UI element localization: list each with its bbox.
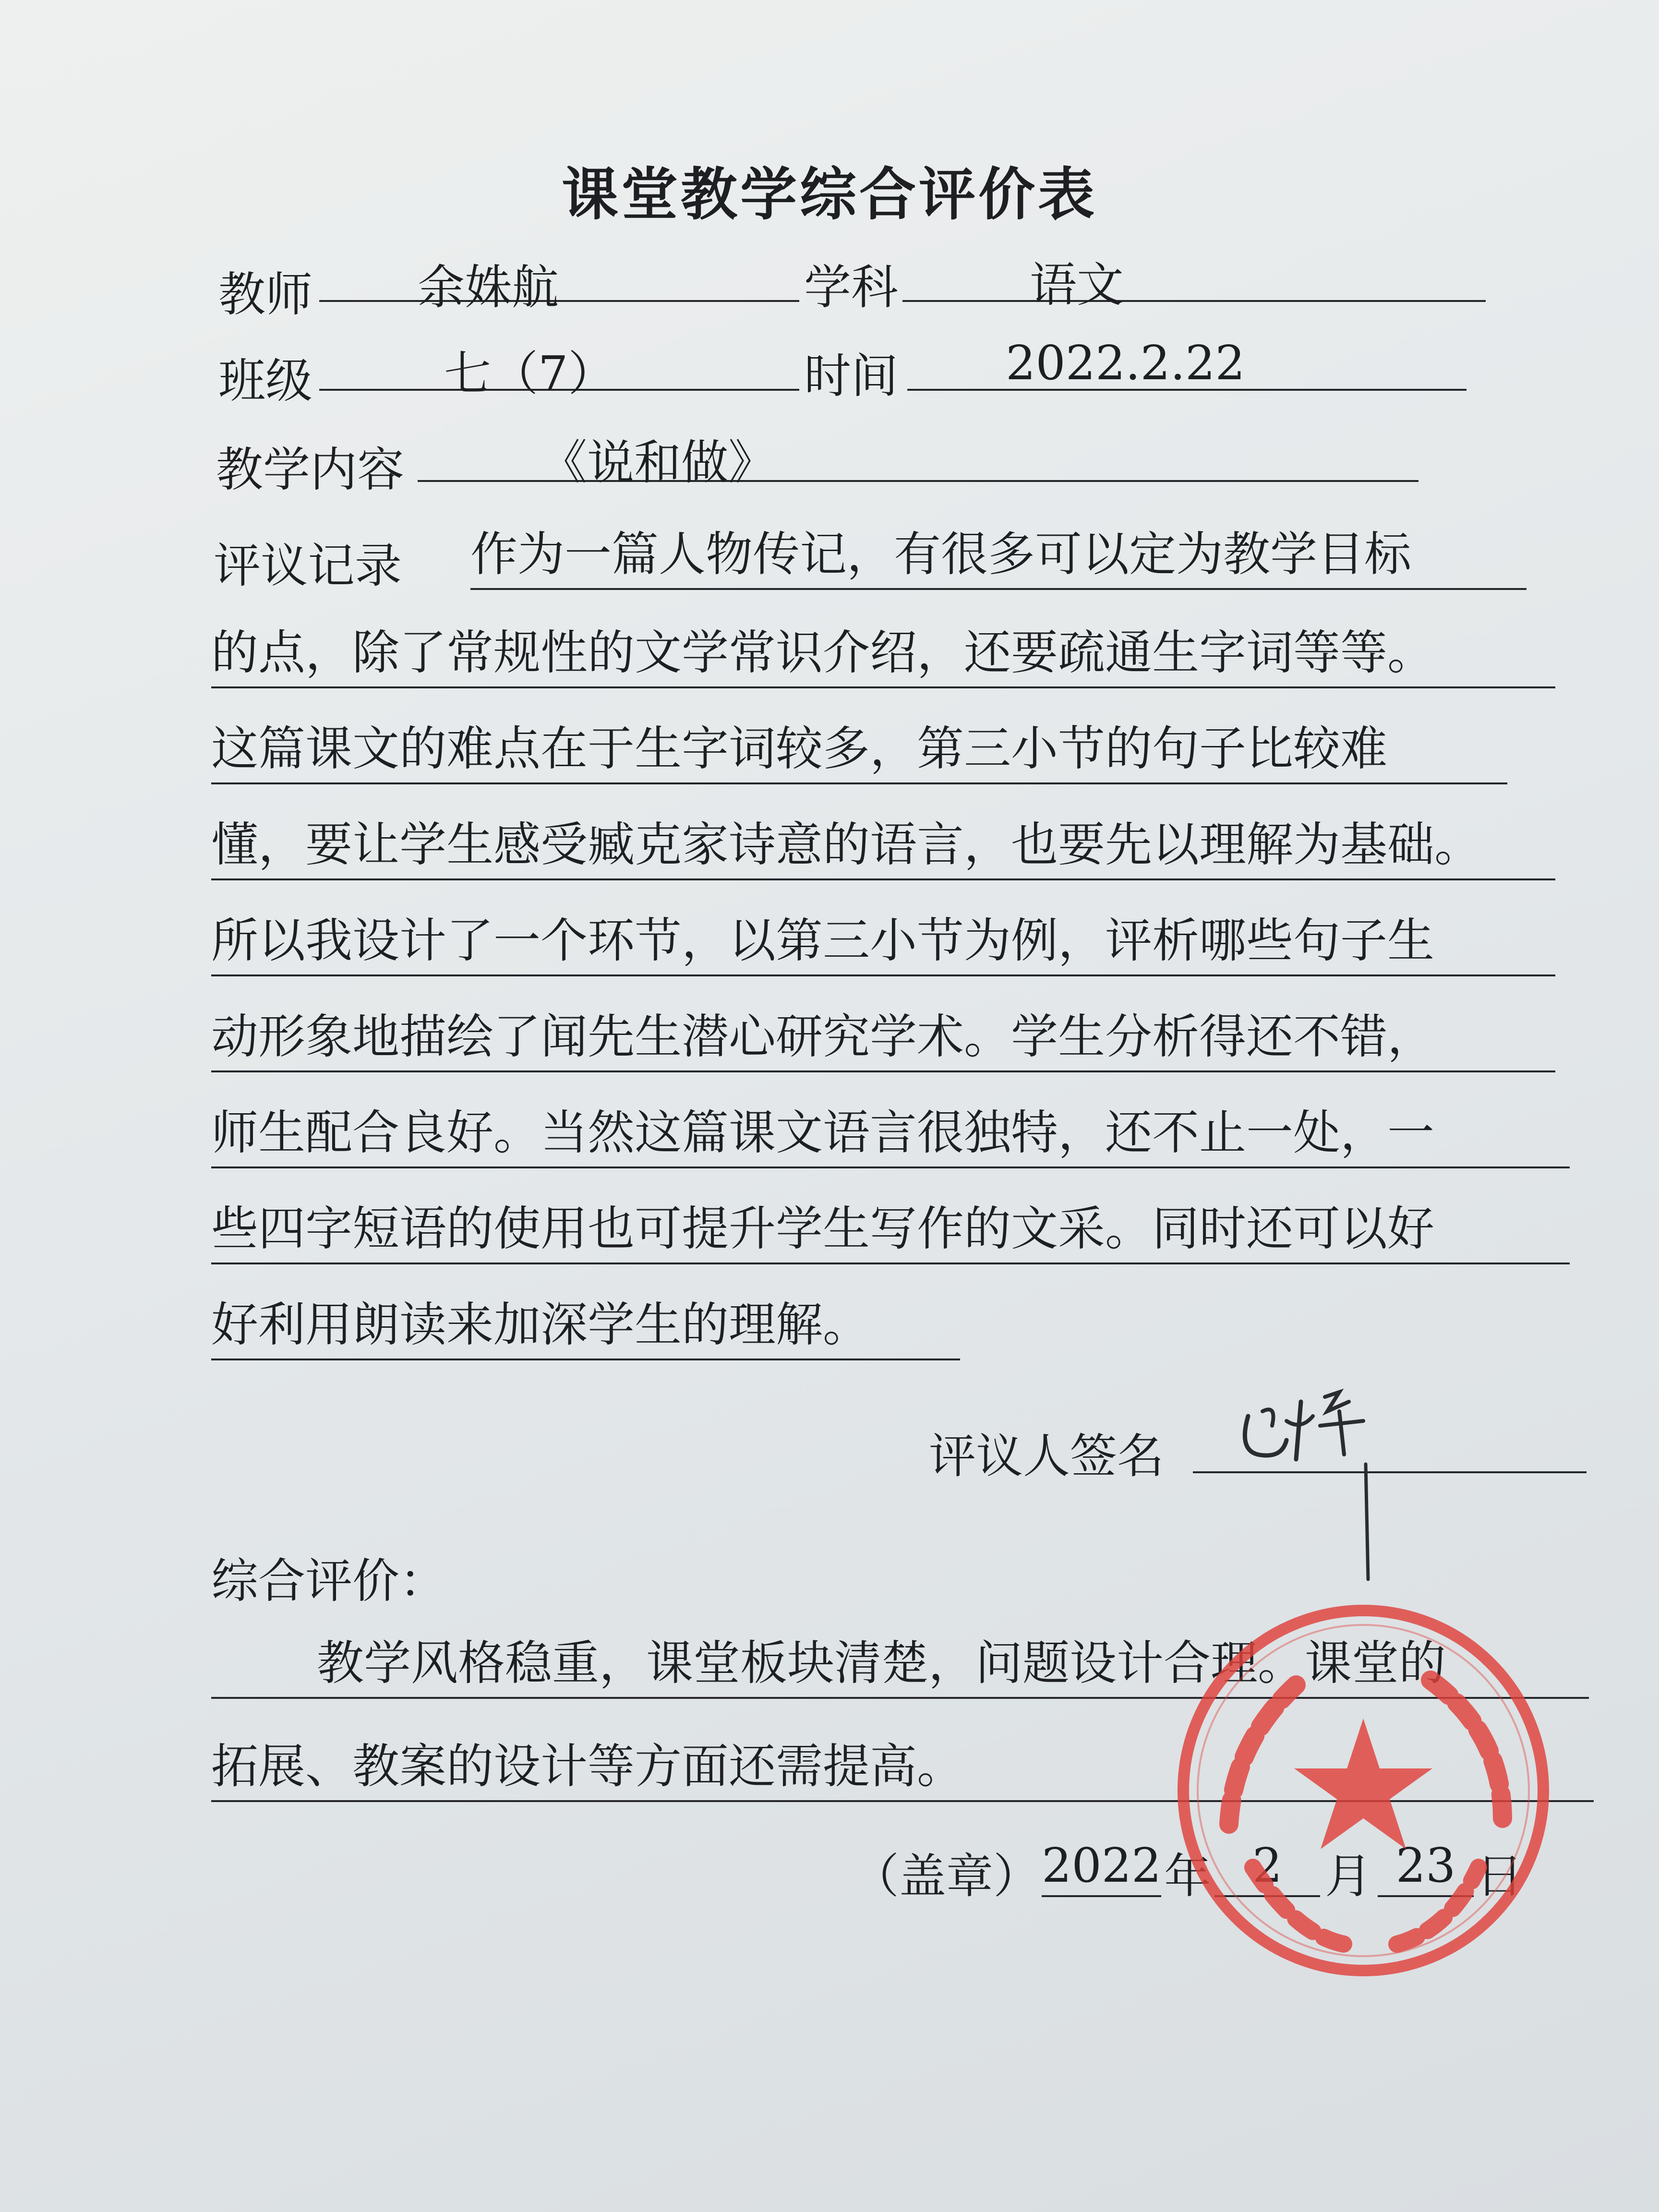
record-line: 好利用朗读来加深学生的理解。	[211, 1291, 960, 1360]
record-line: 些四字短语的使用也可提升学生写作的文采。同时还可以好	[211, 1195, 1570, 1264]
form-title: 课堂教学综合评价表	[561, 161, 1097, 228]
record-line: 这篇课文的难点在于生字词较多，第三小节的句子比较难	[211, 715, 1507, 784]
record-line: 的点，除了常规性的文学常识介绍，还要疏通生字词等等。	[211, 619, 1555, 688]
month-char: 月	[1325, 1849, 1372, 1904]
time-label: 时间	[804, 349, 899, 404]
record-line: 作为一篇人物传记，有很多可以定为教学目标	[470, 521, 1527, 590]
subject-value: 语文	[1030, 258, 1124, 313]
stamp-label: （盖章）	[852, 1849, 1041, 1904]
reviewer-signature	[1229, 1382, 1431, 1584]
teacher-value: 余姝航	[418, 260, 559, 315]
teacher-label: 教师	[218, 267, 313, 322]
class-value: 七（7）	[444, 347, 615, 401]
record-line: 动形象地描绘了闻先生潜心研究学术。学生分析得还不错，	[211, 1003, 1555, 1072]
overall-line: 教学风格稳重，课堂板块清楚，问题设计合理。课堂的	[211, 1630, 1589, 1699]
teacher-underline	[319, 238, 799, 302]
record-label: 评议记录	[214, 539, 402, 593]
overall-label: 综合评价：	[211, 1554, 447, 1609]
record-line: 所以我设计了一个环节，以第三小节为例，评析哪些句子生	[211, 907, 1555, 976]
date-month: 2	[1214, 1839, 1320, 1897]
class-label: 班级	[218, 354, 313, 409]
overall-line: 拓展、教案的设计等方面还需提高。	[211, 1733, 1594, 1802]
reviewer-label: 评议人签名	[929, 1429, 1165, 1484]
record-line: 懂，要让学生感受臧克家诗意的语言，也要先以理解为基础。	[211, 811, 1555, 880]
year-char: 年	[1164, 1849, 1212, 1904]
content-value: 《说和做》	[540, 435, 776, 490]
record-line: 师生配合良好。当然这篇课文语言很独特，还不止一处，一	[211, 1099, 1570, 1168]
official-seal	[1171, 1599, 1555, 1983]
subject-underline	[902, 238, 1486, 302]
date-year: 2022	[1042, 1839, 1161, 1897]
content-label: 教学内容	[216, 443, 405, 497]
day-char: 日	[1476, 1849, 1524, 1904]
time-value: 2022.2.22	[1006, 336, 1245, 391]
subject-label: 学科	[804, 260, 899, 315]
date-day: 23	[1378, 1839, 1474, 1897]
